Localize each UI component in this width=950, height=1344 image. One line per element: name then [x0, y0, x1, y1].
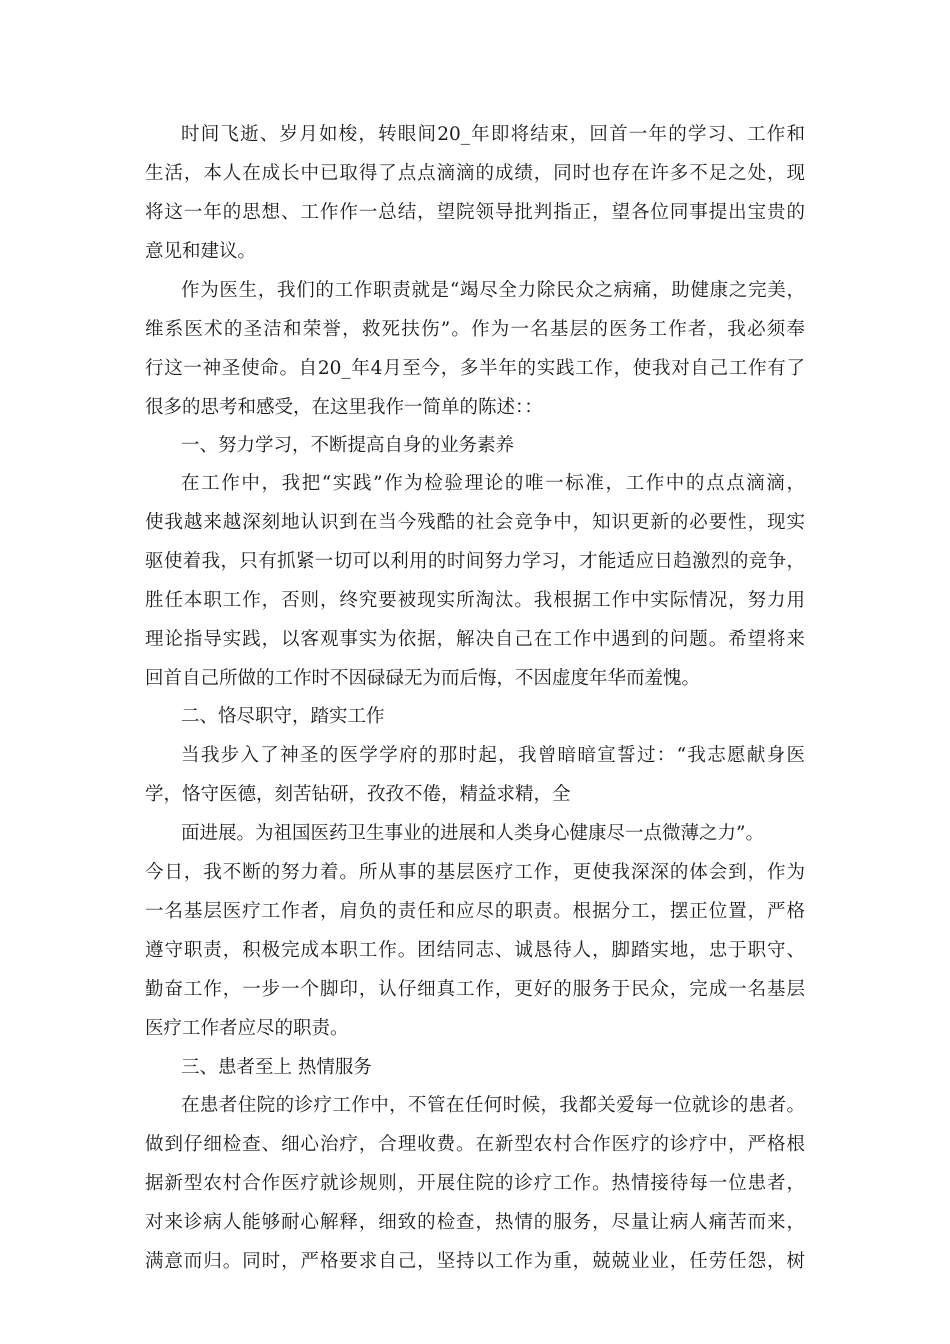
text-line: 在工作中，我把“实践”作为检验理论的唯一标准，工作中的点点滴滴，	[181, 473, 805, 494]
text-line: 学，恪守医德，刻苦钻研，孜孜不倦，精益求精，全	[145, 784, 571, 805]
text-line: 据新型农村合作医疗就诊规则，开展住院的诊疗工作。热情接待每一位患者，	[145, 1173, 805, 1194]
text-line: 使我越来越深刻地认识到在当今残酷的社会竞争中，知识更新的必要性，现实	[145, 512, 805, 533]
text-line: 行这一神圣使命。自20_年4月至今，多半年的实践工作，使我对自己工作有了	[145, 358, 805, 379]
text-line: 回首自己所做的工作时不因碌碌无为而后悔，不因虚度年华而羞愧。	[145, 668, 701, 689]
text-line: 将这一年的思想、工作作一总结，望院领导批判指正，望各位同事提出宝贵的	[145, 202, 805, 223]
section-heading: 二、恪尽职守，踏实工作	[181, 706, 385, 727]
text-line: 做到仔细检查、细心治疗，合理收费。在新型农村合作医疗的诊疗中，严格根	[145, 1134, 805, 1155]
text-line: 时间飞逝、岁月如梭，转眼间20_年即将结束，回首一年的学习、工作和	[181, 124, 805, 145]
text-line: 对来诊病人能够耐心解释，细致的检查，热情的服务，尽量让病人痛苦而来，	[145, 1212, 805, 1233]
text-line: 今日，我不断的努力着。所从事的基层医疗工作，更使我深深的体会到，作为	[145, 862, 805, 883]
text-line: 理论指导实践，以客观事实为依据，解决自己在工作中遇到的问题。希望将来	[145, 629, 805, 650]
text-line: 当我步入了神圣的医学学府的那时起，我曾暗暗宣誓过：“我志愿献身医	[181, 745, 805, 766]
text-line: 意见和建议。	[145, 241, 257, 262]
text-line: 面进展。为祖国医药卫生事业的进展和人类身心健康尽一点微薄之力”。	[181, 823, 764, 844]
text-line: 遵守职责，积极完成本职工作。团结同志、诚恳待人，脚踏实地，忠于职守、	[145, 940, 805, 961]
text-line: 维系医术的圣洁和荣誉，救死扶伤”。作为一名基层的医务工作者，我必须奉	[145, 319, 805, 340]
text-line: 一名基层医疗工作者，肩负的责任和应尽的职责。根据分工，摆正位置，严格	[145, 901, 805, 922]
text-line: 生活，本人在成长中已取得了点点滴滴的成绩，同时也存在许多不足之处，现	[145, 163, 805, 184]
section-heading: 一、努力学习，不断提高自身的业务素养	[181, 435, 515, 456]
text-line: 满意而归。同时，严格要求自己，坚持以工作为重，兢兢业业，任劳任怨，树	[145, 1251, 805, 1272]
text-line: 在患者住院的诊疗工作中，不管在任何时候，我都关爱每一位就诊的患者。	[181, 1095, 805, 1116]
text-line: 驱使着我，只有抓紧一切可以利用的时间努力学习，才能适应日趋激烈的竞争，	[145, 551, 805, 572]
text-line: 很多的思考和感受，在这里我作一简单的陈述：：	[145, 397, 543, 418]
section-heading: 三、患者至上 热情服务	[181, 1057, 372, 1078]
text-line: 作为医生，我们的工作职责就是“竭尽全力除民众之病痛，助健康之完美，	[181, 280, 805, 301]
text-line: 勤奋工作，一步一个脚印，认仔细真工作，更好的服务于民众，完成一名基层	[145, 979, 805, 1000]
text-line: 胜任本职工作，否则，终究要被现实所淘汰。我根据工作中实际情况，努力用	[145, 590, 805, 611]
text-line: 医疗工作者应尽的职责。	[145, 1018, 349, 1039]
